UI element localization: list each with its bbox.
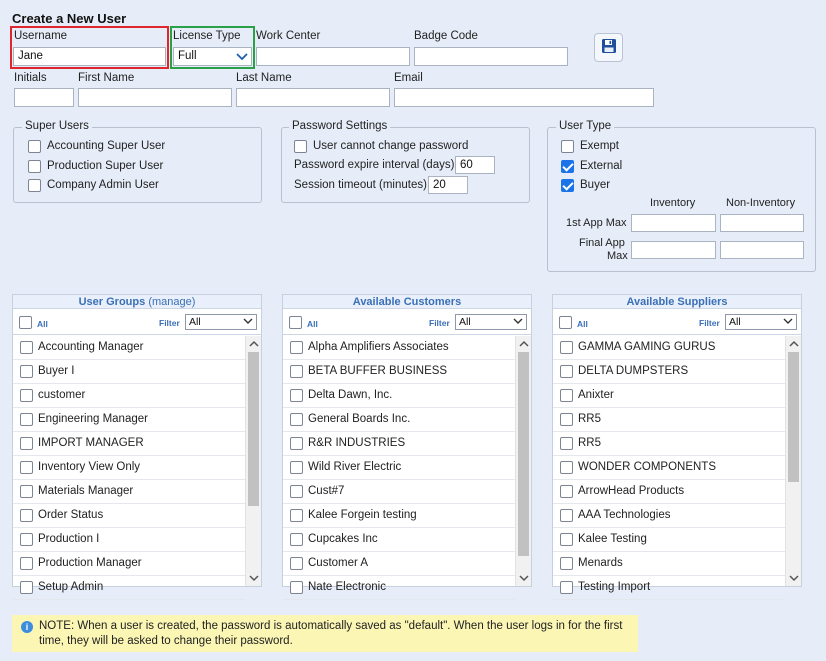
user-group-row[interactable] bbox=[13, 504, 245, 528]
customer-label: General Boards Inc. bbox=[308, 413, 411, 425]
production-super-user-label: Production Super User bbox=[47, 160, 164, 172]
supplier-row[interactable] bbox=[553, 336, 785, 360]
first-name-label: First Name bbox=[78, 72, 135, 84]
password-expire-field[interactable]: 60 bbox=[455, 156, 495, 174]
supplier-label: Anixter bbox=[578, 389, 614, 401]
user-group-checkbox[interactable] bbox=[20, 533, 33, 546]
license-type-select[interactable] bbox=[173, 47, 252, 66]
user-groups-all-label: All bbox=[37, 319, 48, 329]
supplier-checkbox[interactable] bbox=[560, 437, 573, 450]
supplier-label: WONDER COMPONENTS bbox=[578, 461, 716, 473]
user-group-checkbox[interactable] bbox=[20, 461, 33, 474]
user-group-label: Setup Admin bbox=[38, 581, 104, 593]
company-admin-user-label: Company Admin User bbox=[47, 179, 159, 191]
user-group-label: Accounting Manager bbox=[38, 341, 144, 353]
customers-filter-row bbox=[283, 309, 531, 335]
user-groups-header bbox=[13, 295, 261, 309]
user-groups-scrollbar[interactable] bbox=[245, 336, 261, 586]
final-app-max-inventory-field[interactable] bbox=[631, 241, 716, 259]
supplier-row[interactable] bbox=[553, 576, 785, 600]
chevron-down-icon bbox=[783, 316, 793, 329]
suppliers-list bbox=[553, 336, 785, 593]
customers-scrollbar[interactable] bbox=[515, 336, 531, 586]
customer-label: Cust#7 bbox=[308, 485, 345, 497]
supplier-row[interactable] bbox=[553, 552, 785, 576]
customer-checkbox[interactable] bbox=[290, 533, 303, 546]
scroll-down-icon[interactable] bbox=[788, 572, 800, 584]
supplier-checkbox[interactable] bbox=[560, 341, 573, 354]
customer-label: Nate Electronic bbox=[308, 581, 386, 593]
customer-label: Wild River Electric bbox=[308, 461, 402, 473]
scroll-up-icon[interactable] bbox=[788, 338, 800, 350]
buyer-label: Buyer bbox=[580, 179, 611, 191]
supplier-row[interactable] bbox=[553, 504, 785, 528]
user-group-row[interactable] bbox=[13, 408, 245, 432]
user-group-row[interactable] bbox=[13, 336, 245, 360]
badge-code-label: Badge Code bbox=[414, 30, 478, 42]
save-button[interactable] bbox=[594, 33, 623, 62]
user-type-legend: User Type bbox=[556, 120, 614, 132]
initials-field[interactable] bbox=[14, 88, 74, 107]
session-timeout-label: Session timeout (minutes) bbox=[294, 179, 427, 191]
suppliers-all-label: All bbox=[577, 319, 588, 329]
supplier-row[interactable] bbox=[553, 432, 785, 456]
customer-row[interactable] bbox=[283, 552, 515, 576]
user-groups-filter-label: Filter bbox=[159, 318, 180, 328]
supplier-checkbox[interactable] bbox=[560, 557, 573, 570]
customer-row[interactable] bbox=[283, 456, 515, 480]
customer-label: Kalee Forgein testing bbox=[308, 509, 417, 521]
user-group-label: Production I bbox=[38, 533, 100, 545]
user-group-row[interactable] bbox=[13, 552, 245, 576]
customer-checkbox[interactable] bbox=[290, 461, 303, 474]
supplier-row[interactable] bbox=[553, 360, 785, 384]
customer-row[interactable] bbox=[283, 384, 515, 408]
chevron-down-icon bbox=[236, 50, 248, 66]
supplier-checkbox[interactable] bbox=[560, 461, 573, 474]
supplier-label: Testing Import bbox=[578, 581, 651, 593]
accounting-super-user-checkbox[interactable] bbox=[28, 140, 41, 153]
customers-select-all-checkbox[interactable] bbox=[289, 316, 302, 329]
user-groups-filter-value: All bbox=[189, 316, 201, 328]
customers-filter-value: All bbox=[459, 316, 471, 328]
customer-row[interactable] bbox=[283, 432, 515, 456]
work-center-field[interactable] bbox=[256, 47, 410, 66]
first-app-max-non-inventory-field[interactable] bbox=[720, 214, 804, 232]
supplier-label: RR5 bbox=[578, 413, 602, 425]
user-group-label: Inventory View Only bbox=[38, 461, 141, 473]
user-groups-panel bbox=[12, 294, 262, 593]
note-text: NOTE: When a user is created, the password is automatically saved as "default". When the user logs in for the first time, they will be asked to change their password. bbox=[39, 620, 623, 647]
supplier-checkbox[interactable] bbox=[560, 413, 573, 426]
session-timeout-field[interactable]: 20 bbox=[428, 176, 468, 194]
customer-checkbox[interactable] bbox=[290, 365, 303, 378]
user-group-checkbox[interactable] bbox=[20, 485, 33, 498]
customer-checkbox[interactable] bbox=[290, 509, 303, 522]
user-group-checkbox[interactable] bbox=[20, 437, 33, 450]
customer-checkbox[interactable] bbox=[290, 485, 303, 498]
user-group-label: Engineering Manager bbox=[38, 413, 148, 425]
supplier-label: Kalee Testing bbox=[578, 533, 647, 545]
supplier-checkbox[interactable] bbox=[560, 485, 573, 498]
supplier-checkbox[interactable] bbox=[560, 365, 573, 378]
suppliers-title: Available Suppliers bbox=[626, 296, 728, 308]
customers-panel bbox=[282, 294, 532, 593]
user-group-checkbox[interactable] bbox=[20, 413, 33, 426]
customer-row[interactable] bbox=[283, 504, 515, 528]
badge-code-field[interactable] bbox=[414, 47, 568, 66]
user-group-label: Buyer I bbox=[38, 365, 75, 377]
final-app-max-label-line2: Max bbox=[607, 250, 628, 262]
user-group-checkbox[interactable] bbox=[20, 509, 33, 522]
first-app-max-label: 1st App Max bbox=[566, 217, 627, 229]
customer-row[interactable] bbox=[283, 336, 515, 360]
customer-row[interactable] bbox=[283, 576, 515, 600]
user-group-checkbox[interactable] bbox=[20, 341, 33, 354]
customers-title: Available Customers bbox=[352, 296, 462, 308]
supplier-row[interactable] bbox=[553, 480, 785, 504]
customer-checkbox[interactable] bbox=[290, 437, 303, 450]
user-groups-filter-select[interactable] bbox=[185, 314, 257, 330]
user-group-label: Production Manager bbox=[38, 557, 142, 569]
scroll-down-icon[interactable] bbox=[518, 572, 530, 584]
suppliers-scrollbar[interactable] bbox=[785, 336, 801, 586]
password-note bbox=[12, 615, 638, 652]
username-label: Username bbox=[14, 30, 68, 42]
supplier-checkbox[interactable] bbox=[560, 509, 573, 522]
customer-checkbox[interactable] bbox=[290, 341, 303, 354]
supplier-row[interactable] bbox=[553, 528, 785, 552]
suppliers-scroll-thumb[interactable] bbox=[788, 352, 799, 482]
supplier-label: DELTA DUMPSTERS bbox=[578, 365, 689, 377]
user-group-row[interactable] bbox=[13, 384, 245, 408]
password-expire-label: Password expire interval (days) bbox=[294, 159, 455, 171]
external-checkbox[interactable] bbox=[561, 160, 574, 173]
supplier-checkbox[interactable] bbox=[560, 533, 573, 546]
customer-row[interactable] bbox=[283, 408, 515, 432]
company-admin-user-checkbox[interactable] bbox=[28, 179, 41, 192]
accounting-super-user-label: Accounting Super User bbox=[47, 140, 166, 152]
supplier-row[interactable] bbox=[553, 384, 785, 408]
user-groups-filter-row bbox=[13, 309, 261, 335]
page-title: Create a New User bbox=[12, 11, 127, 26]
scroll-down-icon[interactable] bbox=[248, 572, 260, 584]
work-center-label: Work Center bbox=[256, 30, 321, 42]
customers-filter-select[interactable] bbox=[455, 314, 527, 330]
supplier-label: Menards bbox=[578, 557, 623, 569]
first-app-max-inventory-field[interactable] bbox=[631, 214, 716, 232]
customers-list bbox=[283, 336, 515, 593]
buyer-checkbox[interactable] bbox=[561, 179, 574, 192]
last-name-field[interactable] bbox=[236, 88, 390, 107]
user-group-label: Order Status bbox=[38, 509, 104, 521]
supplier-checkbox[interactable] bbox=[560, 389, 573, 402]
customer-label: BETA BUFFER BUSINESS bbox=[308, 365, 448, 377]
customer-label: Delta Dawn, Inc. bbox=[308, 389, 393, 401]
scroll-up-icon[interactable] bbox=[248, 338, 260, 350]
user-cannot-change-password-label: User cannot change password bbox=[313, 140, 469, 152]
username-field[interactable]: Jane bbox=[13, 47, 166, 66]
customers-filter-label: Filter bbox=[429, 318, 450, 328]
user-groups-list bbox=[13, 336, 245, 593]
customer-row[interactable] bbox=[283, 360, 515, 384]
customer-checkbox[interactable] bbox=[290, 557, 303, 570]
customer-checkbox[interactable] bbox=[290, 581, 303, 594]
exempt-label: Exempt bbox=[580, 140, 619, 152]
customer-row[interactable] bbox=[283, 528, 515, 552]
user-groups-select-all-checkbox[interactable] bbox=[19, 316, 32, 329]
chevron-down-icon bbox=[243, 316, 253, 329]
user-group-label: Materials Manager bbox=[38, 485, 134, 497]
customers-scroll-thumb[interactable] bbox=[518, 352, 529, 556]
final-app-max-non-inventory-field[interactable] bbox=[720, 241, 804, 259]
email-label: Email bbox=[394, 72, 423, 84]
info-icon: i bbox=[21, 621, 33, 633]
supplier-row[interactable] bbox=[553, 408, 785, 432]
user-group-checkbox[interactable] bbox=[20, 365, 33, 378]
customer-row[interactable] bbox=[283, 480, 515, 504]
user-group-row[interactable] bbox=[13, 528, 245, 552]
customer-label: Customer A bbox=[308, 557, 369, 569]
user-group-row[interactable] bbox=[13, 480, 245, 504]
user-groups-title: User Groups bbox=[78, 296, 146, 308]
last-name-label: Last Name bbox=[236, 72, 292, 84]
first-name-field[interactable] bbox=[78, 88, 232, 107]
supplier-label: GAMMA GAMING GURUS bbox=[578, 341, 716, 353]
user-group-row[interactable] bbox=[13, 456, 245, 480]
scroll-up-icon[interactable] bbox=[518, 338, 530, 350]
supplier-label: ArrowHead Products bbox=[578, 485, 685, 497]
chevron-down-icon bbox=[513, 316, 523, 329]
user-group-row[interactable] bbox=[13, 576, 245, 600]
password-settings-legend: Password Settings bbox=[289, 120, 390, 132]
license-type-label: License Type bbox=[173, 30, 241, 42]
customer-label: R&R INDUSTRIES bbox=[308, 437, 406, 449]
initials-label: Initials bbox=[14, 72, 47, 84]
suppliers-filter-value: All bbox=[729, 316, 741, 328]
supplier-checkbox[interactable] bbox=[560, 581, 573, 594]
user-cannot-change-password-checkbox[interactable] bbox=[294, 140, 307, 153]
exempt-checkbox[interactable] bbox=[561, 140, 574, 153]
customer-checkbox[interactable] bbox=[290, 413, 303, 426]
suppliers-filter-label: Filter bbox=[699, 318, 720, 328]
user-group-row[interactable] bbox=[13, 432, 245, 456]
customers-all-label: All bbox=[307, 319, 318, 329]
external-label: External bbox=[580, 160, 623, 172]
super-users-legend: Super Users bbox=[22, 120, 92, 132]
manage-link[interactable]: (manage) bbox=[148, 296, 196, 308]
email-field[interactable] bbox=[394, 88, 654, 107]
customers-header bbox=[283, 295, 531, 309]
user-group-row[interactable] bbox=[13, 360, 245, 384]
user-group-checkbox[interactable] bbox=[20, 581, 33, 594]
user-group-label: customer bbox=[38, 389, 86, 401]
production-super-user-checkbox[interactable] bbox=[28, 160, 41, 173]
customer-label: Cupcakes Inc bbox=[308, 533, 378, 545]
inventory-column-label: Inventory bbox=[650, 197, 696, 209]
floppy-disk-icon bbox=[601, 38, 617, 57]
non-inventory-column-label: Non-Inventory bbox=[726, 197, 796, 209]
customer-checkbox[interactable] bbox=[290, 389, 303, 402]
license-type-value: Full bbox=[178, 50, 197, 62]
suppliers-filter-row bbox=[553, 309, 801, 335]
suppliers-select-all-checkbox[interactable] bbox=[559, 316, 572, 329]
user-group-label: IMPORT MANAGER bbox=[38, 437, 144, 449]
user-group-checkbox[interactable] bbox=[20, 557, 33, 570]
final-app-max-label: Final App bbox=[579, 237, 625, 249]
user-groups-scroll-thumb[interactable] bbox=[248, 352, 259, 506]
supplier-label: AAA Technologies bbox=[578, 509, 671, 521]
suppliers-filter-select[interactable] bbox=[725, 314, 797, 330]
user-group-checkbox[interactable] bbox=[20, 389, 33, 402]
suppliers-panel bbox=[552, 294, 802, 593]
supplier-row[interactable] bbox=[553, 456, 785, 480]
suppliers-header bbox=[553, 295, 801, 309]
supplier-label: RR5 bbox=[578, 437, 602, 449]
customer-label: Alpha Amplifiers Associates bbox=[308, 341, 449, 353]
